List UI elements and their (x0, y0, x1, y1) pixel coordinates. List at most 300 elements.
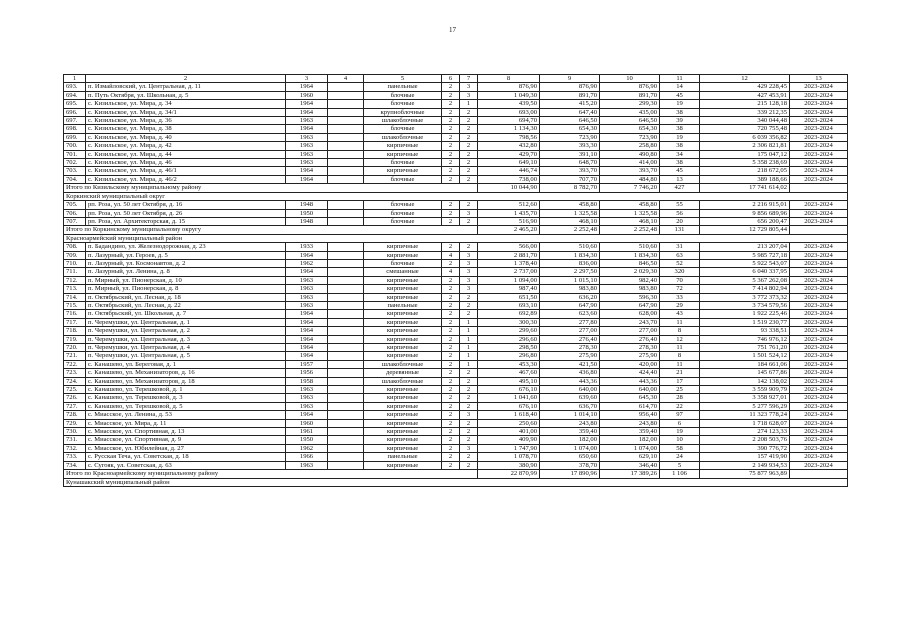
table-row (64, 461, 848, 469)
table-cell: 723. (64, 369, 86, 377)
table-cell: 510,60 (600, 243, 660, 251)
table-cell: 453,30 (478, 360, 540, 368)
table-cell: 1964 (286, 318, 328, 326)
table-cell: с. Кизильское, ул. Мира, д. 46 (86, 159, 286, 167)
table-cell: 11 (660, 360, 700, 368)
table-cell: 435,00 (600, 108, 660, 116)
table-cell: 1 041,60 (478, 394, 540, 402)
page-number: 17 (449, 26, 456, 34)
table-cell: 1963 (286, 150, 328, 158)
table-cell: 2023-2024 (790, 83, 848, 91)
housing-register-table (63, 74, 848, 487)
column-header: 8 (478, 75, 540, 83)
table-cell: 2 (460, 133, 478, 141)
table-cell: панельные (364, 301, 442, 309)
table-row (64, 259, 848, 267)
table-cell: 2 (442, 369, 460, 377)
table-cell (328, 461, 364, 469)
table-cell: 719. (64, 335, 86, 343)
table-cell: блочные (364, 175, 442, 183)
table-cell: 2 (442, 461, 460, 469)
table-cell: 2 (442, 83, 460, 91)
table-cell: 2 (460, 369, 478, 377)
table-cell: шлакоблочные (364, 377, 442, 385)
table-cell: 2023-2024 (790, 293, 848, 301)
table-row (64, 453, 848, 461)
table-cell: с. Кизильское, ул. Мира, д. 46/1 (86, 167, 286, 175)
table-row (64, 402, 848, 410)
table-cell: 443,36 (540, 377, 600, 385)
table-cell: 3 (460, 444, 478, 452)
table-cell: 2 (460, 377, 478, 385)
table-cell: 516,90 (478, 217, 540, 225)
table-row (64, 100, 848, 108)
table-cell: 243,70 (600, 318, 660, 326)
table-cell: 733. (64, 453, 86, 461)
table-cell: блочные (364, 209, 442, 217)
table-cell: 2 (442, 167, 460, 175)
table-cell: 243,80 (600, 419, 660, 427)
table-cell (328, 142, 364, 150)
table-cell: 647,90 (540, 301, 600, 309)
table-cell: 5 367 262,08 (700, 276, 790, 284)
total-cell: 2 252,48 (600, 226, 660, 234)
table-cell: 299,60 (478, 327, 540, 335)
total-cell (790, 226, 848, 234)
table-cell: 415,20 (540, 100, 600, 108)
section-title: Красноармейский муниципальный район (64, 234, 848, 242)
table-cell: 258,80 (600, 142, 660, 150)
table-cell: 1 (460, 344, 478, 352)
table-cell (328, 436, 364, 444)
table-cell: 359,40 (540, 428, 600, 436)
table-cell: 2 881,70 (478, 251, 540, 259)
table-cell: кирпичные (364, 142, 442, 150)
table-cell: 2023-2024 (790, 276, 848, 284)
table-cell: 1948 (286, 201, 328, 209)
table-cell: 722. (64, 360, 86, 368)
table-cell: 3 (460, 209, 478, 217)
table-cell: 1 435,70 (478, 209, 540, 217)
table-cell: кирпичные (364, 402, 442, 410)
table-cell: 52 (660, 259, 700, 267)
table-cell: 21 (660, 369, 700, 377)
table-cell: 2023-2024 (790, 285, 848, 293)
table-cell: 512,60 (478, 201, 540, 209)
table-cell: п. Путь Октября, ул. Школьная, д. 5 (86, 91, 286, 99)
total-cell: 17 741 614,02 (700, 184, 790, 192)
table-cell (328, 125, 364, 133)
table-cell: 29 (660, 301, 700, 309)
table-cell: 2 (442, 209, 460, 217)
table-cell: 1 014,10 (540, 411, 600, 419)
table-cell (328, 377, 364, 385)
table-cell: 2023-2024 (790, 159, 848, 167)
table-cell: 846,50 (600, 259, 660, 267)
table-cell: кирпичные (364, 293, 442, 301)
table-cell: 704. (64, 175, 86, 183)
total-cell: 7 746,20 (600, 184, 660, 192)
table-cell: 2 (460, 117, 478, 125)
table-cell: 1 325,58 (540, 209, 600, 217)
table-cell (328, 369, 364, 377)
table-cell: с. Кизильское, ул. Мира, д. 38 (86, 125, 286, 133)
table-cell: 709. (64, 251, 86, 259)
table-cell: 72 (660, 285, 700, 293)
column-header: 6 (442, 75, 460, 83)
table-cell: 1 834,30 (600, 251, 660, 259)
table-cell: 5 277 596,29 (700, 402, 790, 410)
table-cell: 439,50 (478, 100, 540, 108)
table-cell: блочные (364, 100, 442, 108)
table-cell: 34 (660, 150, 700, 158)
table-cell: 987,40 (478, 285, 540, 293)
table-cell: 696. (64, 108, 86, 116)
table-row (64, 133, 848, 141)
table-cell: 891,70 (600, 91, 660, 99)
table-cell: 28 (660, 394, 700, 402)
table-cell: кирпичные (364, 150, 442, 158)
table-cell: 2 (442, 428, 460, 436)
table-cell: 614,70 (600, 402, 660, 410)
table-cell: 9 856 689,96 (700, 209, 790, 217)
table-cell: 2 (442, 402, 460, 410)
table-cell: кирпичные (364, 436, 442, 444)
table-cell: 2023-2024 (790, 243, 848, 251)
table-cell: 19 (660, 428, 700, 436)
total-row (64, 226, 848, 234)
table-cell: 1963 (286, 133, 328, 141)
table-cell: 2 (442, 318, 460, 326)
table-cell: 390 776,72 (700, 444, 790, 452)
table-cell: 697. (64, 117, 86, 125)
table-cell: 1950 (286, 209, 328, 217)
table-cell: 1958 (286, 377, 328, 385)
table-cell (328, 201, 364, 209)
table-cell: 730. (64, 428, 86, 436)
table-cell: 2 (442, 352, 460, 360)
table-cell: с. Кизильское, ул. Мира, д. 44 (86, 150, 286, 158)
column-header: 10 (600, 75, 660, 83)
table-cell (328, 268, 364, 276)
table-cell: 2 (460, 310, 478, 318)
total-label: Итого по Кизильскому муниципальному району (64, 184, 478, 192)
table-cell: п. Мирный, ул. Пионерская, д. 10 (86, 276, 286, 284)
table-cell (328, 217, 364, 225)
table-cell: 393,30 (540, 142, 600, 150)
table-cell: с. Канашево, ул. Терешковой, д. 5 (86, 402, 286, 410)
table-cell: 429 228,45 (700, 83, 790, 91)
table-cell: 2023-2024 (790, 133, 848, 141)
table-cell: блочные (364, 125, 442, 133)
table-cell: 468,10 (600, 217, 660, 225)
table-cell: 692,89 (478, 310, 540, 318)
table-cell: 484,80 (600, 175, 660, 183)
table-cell: 1963 (286, 142, 328, 150)
table-cell: 22 (660, 402, 700, 410)
table-cell: 276,40 (540, 335, 600, 343)
table-cell: 93 338,51 (700, 327, 790, 335)
table-cell: рп. Роза, ул. Архитекторская, д. 15 (86, 217, 286, 225)
table-cell: 5 985 727,18 (700, 251, 790, 259)
table-cell: с. Кизильское, ул. Мира, д. 34 (86, 100, 286, 108)
table-cell: 707. (64, 217, 86, 225)
table-cell: 693. (64, 83, 86, 91)
table-cell: 2023-2024 (790, 419, 848, 427)
table-cell: 458,80 (600, 201, 660, 209)
column-header: 9 (540, 75, 600, 83)
table-cell (328, 301, 364, 309)
table-cell: 2 (442, 217, 460, 225)
table-row (64, 91, 848, 99)
table-cell: с. Миасское, ул. Спортивная, д. 13 (86, 428, 286, 436)
table-cell: 2023-2024 (790, 461, 848, 469)
table-cell: кирпичные (364, 327, 442, 335)
table-cell: 31 (660, 243, 700, 251)
table-cell: 1 922 225,46 (700, 310, 790, 318)
column-header: 7 (460, 75, 478, 83)
table-cell: 1 747,90 (478, 444, 540, 452)
table-row (64, 419, 848, 427)
table-cell: 728. (64, 411, 86, 419)
table-cell: 97 (660, 411, 700, 419)
table-cell: 277,00 (600, 327, 660, 335)
table-cell: 6 (660, 419, 700, 427)
table-cell: 676,10 (478, 386, 540, 394)
table-cell: кирпичные (364, 419, 442, 427)
table-cell: кирпичные (364, 428, 442, 436)
table-cell: шлакоблочные (364, 360, 442, 368)
table-cell: 710. (64, 259, 86, 267)
table-cell: 3 (460, 259, 478, 267)
table-cell (328, 428, 364, 436)
section-row (64, 234, 848, 242)
table-cell: 1964 (286, 411, 328, 419)
table-cell: 708. (64, 243, 86, 251)
table-cell (328, 251, 364, 259)
table-row (64, 159, 848, 167)
table-cell: 2023-2024 (790, 386, 848, 394)
table-cell: 2023-2024 (790, 301, 848, 309)
table-cell: 20 (660, 217, 700, 225)
column-header: 11 (660, 75, 700, 83)
table-cell (328, 91, 364, 99)
total-label: Итого по Красноармейскому муниципальному району (64, 470, 478, 478)
table-cell: 8 (660, 352, 700, 360)
table-cell: с. Русская Теча, ул. Советская, д. 18 (86, 453, 286, 461)
table-row (64, 268, 848, 276)
table-cell: 1964 (286, 83, 328, 91)
table-row (64, 293, 848, 301)
table-cell: 703. (64, 167, 86, 175)
table-row (64, 175, 848, 183)
total-cell: 1 106 (660, 470, 700, 478)
table-cell (328, 293, 364, 301)
table-cell: с. Сугояк, ул. Советская, д. 63 (86, 461, 286, 469)
table-row (64, 209, 848, 217)
table-cell: 2 (442, 386, 460, 394)
table-cell: 3 (460, 83, 478, 91)
table-cell: п. Лазурный, ул. Ленина, д. 8 (86, 268, 286, 276)
table-row (64, 142, 848, 150)
column-header: 4 (328, 75, 364, 83)
table-cell: 699. (64, 133, 86, 141)
table-cell: 715. (64, 301, 86, 309)
table-cell: 4 (442, 251, 460, 259)
table-cell: 2 (442, 360, 460, 368)
table-cell: 2023-2024 (790, 344, 848, 352)
table-cell: 2 (460, 150, 478, 158)
table-cell: 1 834,30 (540, 251, 600, 259)
table-cell: п. Лазурный, ул. Космонавтов, д. 2 (86, 259, 286, 267)
total-cell: 17 890,96 (540, 470, 600, 478)
table-cell: 409,90 (478, 436, 540, 444)
table-cell (328, 352, 364, 360)
table-cell: 2 (460, 394, 478, 402)
table-cell: 2 (442, 394, 460, 402)
table-cell: 1 519 230,77 (700, 318, 790, 326)
table-cell: 2 (442, 133, 460, 141)
table-cell: 5 358 238,69 (700, 159, 790, 167)
table-cell: 38 (660, 125, 700, 133)
table-cell: 1964 (286, 251, 328, 259)
table-cell: 1 094,00 (478, 276, 540, 284)
table-cell: 2 737,00 (478, 268, 540, 276)
table-cell: 380,90 (478, 461, 540, 469)
table-cell: 25 (660, 386, 700, 394)
table-cell: 1 (460, 352, 478, 360)
table-cell: 3 (460, 251, 478, 259)
table-cell: 275,90 (540, 352, 600, 360)
table-cell (328, 360, 364, 368)
table-cell: 706. (64, 209, 86, 217)
table-cell: 1 (460, 100, 478, 108)
table-cell: рп. Роза, ул. 50 лет Октября, д. 16 (86, 201, 286, 209)
table-cell: 2 (442, 436, 460, 444)
table-cell: 676,10 (478, 402, 540, 410)
table-cell (328, 243, 364, 251)
table-cell: рп. Роза, ул. 50 лет Октября, д. 26 (86, 209, 286, 217)
table-cell: панельные (364, 453, 442, 461)
table-cell: 2 (460, 108, 478, 116)
table-cell: 1 134,30 (478, 125, 540, 133)
table-cell: 2 297,50 (540, 268, 600, 276)
table-cell: 429,70 (478, 150, 540, 158)
table-cell: 7 414 802,94 (700, 285, 790, 293)
table-cell: 340 044,48 (700, 117, 790, 125)
table-cell: 876,90 (540, 83, 600, 91)
table-cell: 2 (460, 386, 478, 394)
table-body (64, 75, 848, 487)
table-row (64, 83, 848, 91)
table-cell: шлакоблочные (364, 117, 442, 125)
table-cell: 983,80 (600, 285, 660, 293)
table-cell: 3 (460, 268, 478, 276)
table-cell: 2 (442, 100, 460, 108)
table-cell: 2 (460, 175, 478, 183)
table-row (64, 377, 848, 385)
table-cell: 651,50 (478, 293, 540, 301)
table-cell: 1964 (286, 167, 328, 175)
table-cell: 718. (64, 327, 86, 335)
table-cell: с. Миасское, ул. Мира, д. 11 (86, 419, 286, 427)
table-cell: 175 047,12 (700, 150, 790, 158)
table-cell: 1 325,58 (600, 209, 660, 217)
table-cell: 2 (442, 411, 460, 419)
table-cell: 2023-2024 (790, 201, 848, 209)
table-cell: с. Миасское, ул. Спортивная, д. 9 (86, 436, 286, 444)
table-cell: п. Октябрьский, ул. Школьная, д. 7 (86, 310, 286, 318)
table-cell (328, 344, 364, 352)
table-cell: 648,70 (540, 159, 600, 167)
table-cell: 650,60 (540, 453, 600, 461)
total-cell: 12 729 805,44 (700, 226, 790, 234)
table-cell: 876,90 (478, 83, 540, 91)
table-cell: 1964 (286, 100, 328, 108)
table-cell: кирпичные (364, 394, 442, 402)
table-cell: 1964 (286, 268, 328, 276)
table-cell: 2023-2024 (790, 310, 848, 318)
table-cell (328, 327, 364, 335)
table-cell: 2023-2024 (790, 142, 848, 150)
table-cell (328, 167, 364, 175)
table-cell: 55 (660, 201, 700, 209)
table-cell (328, 100, 364, 108)
table-cell: 421,50 (540, 360, 600, 368)
table-cell: 414,00 (600, 159, 660, 167)
table-cell: 2 029,30 (600, 268, 660, 276)
table-cell: 628,00 (600, 310, 660, 318)
table-cell: 278,30 (600, 344, 660, 352)
table-cell: 2023-2024 (790, 175, 848, 183)
table-cell: 1 (460, 327, 478, 335)
table-cell: 276,40 (600, 335, 660, 343)
table-cell: кирпичные (364, 243, 442, 251)
table-cell: 2 (442, 259, 460, 267)
table-cell: 695. (64, 100, 86, 108)
table-cell: п. Черемушки, ул. Центральная, д. 4 (86, 344, 286, 352)
table-cell: 4 (442, 268, 460, 276)
table-cell: 38 (660, 142, 700, 150)
table-row (64, 150, 848, 158)
table-cell: 2 (442, 91, 460, 99)
table-cell: 1 074,00 (600, 444, 660, 452)
table-cell: блочные (364, 217, 442, 225)
table-cell: 1948 (286, 217, 328, 225)
table-cell: кирпичные (364, 411, 442, 419)
table-cell: 2 149 934,53 (700, 461, 790, 469)
table-row (64, 386, 848, 394)
table-cell: 2 (442, 310, 460, 318)
table-cell: 17 (660, 377, 700, 385)
table-cell: 725. (64, 386, 86, 394)
table-cell (328, 386, 364, 394)
table-cell: блочные (364, 91, 442, 99)
table-cell: с. Канашево, ул. Береговая, д. 1 (86, 360, 286, 368)
table-cell: 654,30 (600, 125, 660, 133)
table-cell: 3 (460, 91, 478, 99)
table-cell: 798,56 (478, 133, 540, 141)
table-cell: 6 039 356,82 (700, 133, 790, 141)
table-cell: 432,80 (478, 142, 540, 150)
table-cell: кирпичные (364, 444, 442, 452)
table-cell: п. Бадандино, ул. Железнодорожная, д. 23 (86, 243, 286, 251)
table-cell (328, 419, 364, 427)
table-cell: 646,50 (600, 117, 660, 125)
table-cell: 1964 (286, 175, 328, 183)
table-cell: 751 761,20 (700, 344, 790, 352)
table-cell: 157 419,90 (700, 453, 790, 461)
